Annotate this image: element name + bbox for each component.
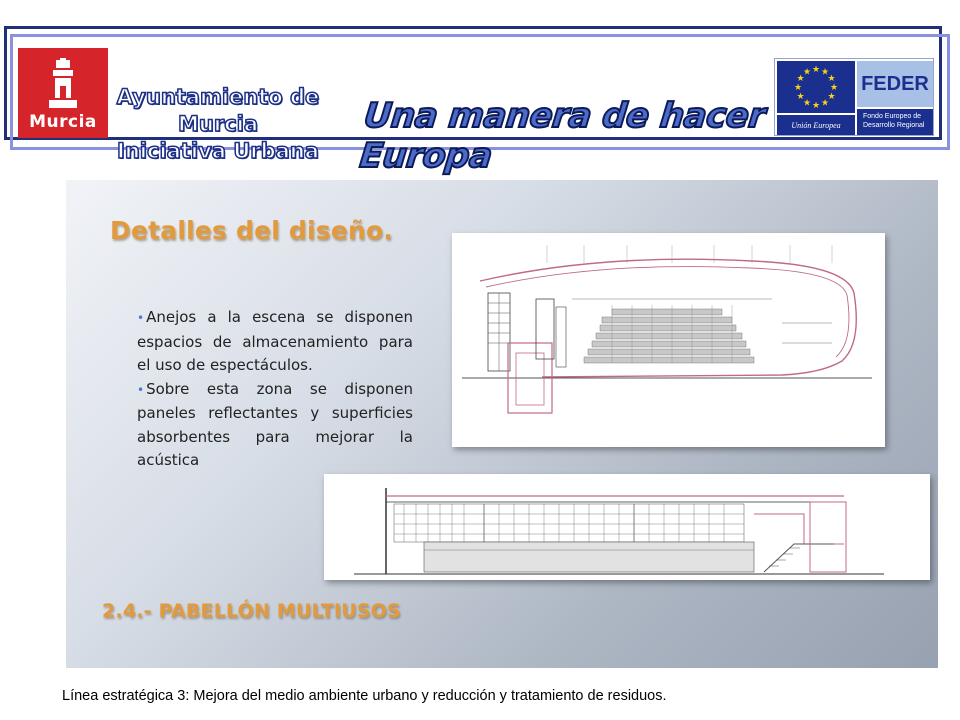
svg-text:★: ★ <box>811 65 821 75</box>
svg-text:★: ★ <box>802 67 812 78</box>
ayuntamiento-line-2: Iniciativa Urbana <box>117 139 319 163</box>
bullet-dot-icon: • <box>137 311 145 325</box>
eu-stars-circle <box>777 61 855 113</box>
svg-text:★: ★ <box>796 92 805 102</box>
ayuntamiento-title <box>112 84 324 165</box>
svg-text:★: ★ <box>793 83 803 93</box>
svg-text:★: ★ <box>796 74 805 84</box>
footer-text: Línea estratégica 3: Mejora del medio ambiente urbano y reducción y tratamiento de residuos. <box>62 688 667 704</box>
feder-sub-line-1: Fondo Europeo de <box>863 113 921 120</box>
svg-text:★: ★ <box>827 92 836 102</box>
section-title: 2.4.- PABELLÓN MULTIUSOS <box>102 600 402 622</box>
feder-title: FEDER <box>857 61 933 107</box>
svg-text:★: ★ <box>811 101 821 111</box>
bullet-text: Sobre esta zona se disponen paneles reflectantes y superficies absorbentes para mejorar la acústica <box>137 379 413 469</box>
logo-wordmark: Murcia <box>29 112 97 132</box>
svg-text:★: ★ <box>827 74 836 84</box>
castle-tower-icon <box>43 58 83 112</box>
feder-subtitle <box>857 109 933 135</box>
building-elevation-svg <box>324 474 930 580</box>
svg-text:★: ★ <box>820 98 830 109</box>
ayuntamiento-line-1: Ayuntamiento de Murcia <box>116 85 320 136</box>
feder-sub-line-2: Desarrollo Regional <box>863 122 925 129</box>
eu-flag-icon <box>777 61 855 113</box>
slogan-text: Una manera de hacer Europa <box>357 96 767 176</box>
section-drawing-image <box>452 233 885 447</box>
bullet-item <box>137 306 413 378</box>
elevation-drawing-image <box>324 474 930 580</box>
bullet-item <box>137 378 413 473</box>
svg-text:★: ★ <box>802 98 812 109</box>
bullet-text: Anejos a la escena se disponen espacios de almacenamiento para el uso de espectáculos. <box>137 308 413 374</box>
murcia-city-logo <box>18 48 108 138</box>
slide-heading: Detalles del diseño. <box>110 216 394 245</box>
svg-text:★: ★ <box>829 83 839 93</box>
eu-caption: Unión Europea <box>777 115 855 135</box>
building-section-svg <box>452 233 885 447</box>
bullet-list <box>137 306 413 473</box>
svg-text:★: ★ <box>820 67 830 78</box>
eu-feder-logo <box>774 58 934 136</box>
bullet-dot-icon: • <box>137 382 145 397</box>
